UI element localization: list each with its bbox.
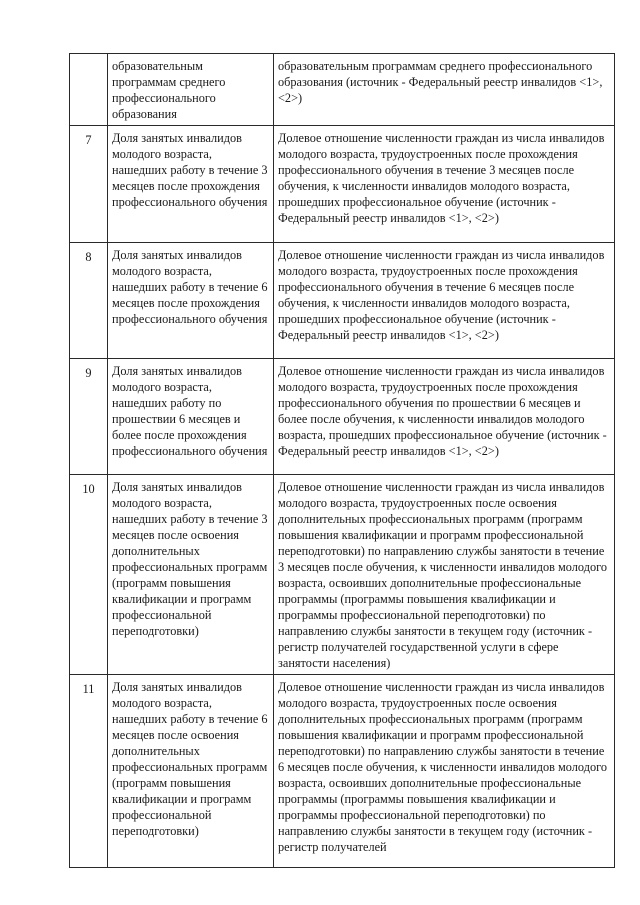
row-number bbox=[70, 54, 108, 126]
indicator-description: Долевое отношение численности граждан из числа инвалидов молодого возраста, трудоустроенных после прохождения профессионального обучения в течение 3 месяцев после обучения, к численности инвалидов молодого возраста, прошедших профессиональное обучение (источник - Федеральный реестр инвалидов <1>, <2>) bbox=[274, 126, 615, 243]
table-row bbox=[70, 359, 615, 475]
indicator-description: образовательным программам среднего профессионального образования (источник - Федеральный реестр инвалидов <1>, <2>) bbox=[274, 54, 615, 126]
row-number: 8 bbox=[70, 243, 108, 359]
row-number: 11 bbox=[70, 675, 108, 868]
row-number: 7 bbox=[70, 126, 108, 243]
indicator-name: Доля занятых инвалидов молодого возраста, нашедших работу в течение 6 месяцев после прохождения профессионального обучения bbox=[108, 243, 274, 359]
indicator-description: Долевое отношение численности граждан из числа инвалидов молодого возраста, трудоустроенных после прохождения профессионального обучения в течение 6 месяцев после обучения, к численности инвалидов молодого возраста, прошедших профессиональное обучение (источник - Федеральный реестр инвалидов <1>, <2>) bbox=[274, 243, 615, 359]
indicator-description: Долевое отношение численности граждан из числа инвалидов молодого возраста, трудоустроенных после освоения дополнительных профессиональных программ (программ повышения квалификации и программ профессиональной переподготовки) по направлению службы занятости в течение 3 месяцев после обучения, к численности инвалидов молодого возраста, освоивших дополнительные профессиональные программы (программы повышения квалификации и программы профессиональной переподготовки) по направлению службы занятости в текущем году (источник - регистр получателей государственной услуги в сфере занятости населения) bbox=[274, 475, 615, 675]
indicators-table bbox=[69, 53, 615, 868]
indicator-description: Долевое отношение численности граждан из числа инвалидов молодого возраста, трудоустроенных после прохождения профессионального обучения по прошествии 6 месяцев и более после обучения, к численности инвалидов молодого возраста, прошедших профессиональное обучение (источник - Федеральный реестр инвалидов <1>, <2>) bbox=[274, 359, 615, 475]
indicator-name: Доля занятых инвалидов молодого возраста, нашедших работу в течение 3 месяцев после освоения дополнительных профессиональных программ (программ повышения квалификации и программ профессиональной переподготовки) bbox=[108, 475, 274, 675]
table-row bbox=[70, 675, 615, 868]
indicator-name: Доля занятых инвалидов молодого возраста, нашедших работу в течение 6 месяцев после освоения дополнительных профессиональных программ (программ повышения квалификации и программ профессиональной переподготовки) bbox=[108, 675, 274, 868]
table-row bbox=[70, 475, 615, 675]
indicator-name: Доля занятых инвалидов молодого возраста, нашедших работу по прошествии 6 месяцев и более после прохождения профессионального обучения bbox=[108, 359, 274, 475]
table-row bbox=[70, 126, 615, 243]
table-row bbox=[70, 54, 615, 126]
indicator-name: Доля занятых инвалидов молодого возраста, нашедших работу в течение 3 месяцев после прохождения профессионального обучения bbox=[108, 126, 274, 243]
row-number: 9 bbox=[70, 359, 108, 475]
row-number: 10 bbox=[70, 475, 108, 675]
indicator-name: образовательным программам среднего профессионального образования bbox=[108, 54, 274, 126]
table-row bbox=[70, 243, 615, 359]
indicator-description: Долевое отношение численности граждан из числа инвалидов молодого возраста, трудоустроенных после освоения дополнительных профессиональных программ (программ повышения квалификации и программ профессиональной переподготовки) по направлению службы занятости в течение 6 месяцев после обучения, к численности инвалидов молодого возраста, освоивших дополнительные профессиональные программы (программы повышения квалификации и программы профессиональной переподготовки) по направлению службы занятости в текущем году (источник - регистр получателей bbox=[274, 675, 615, 868]
